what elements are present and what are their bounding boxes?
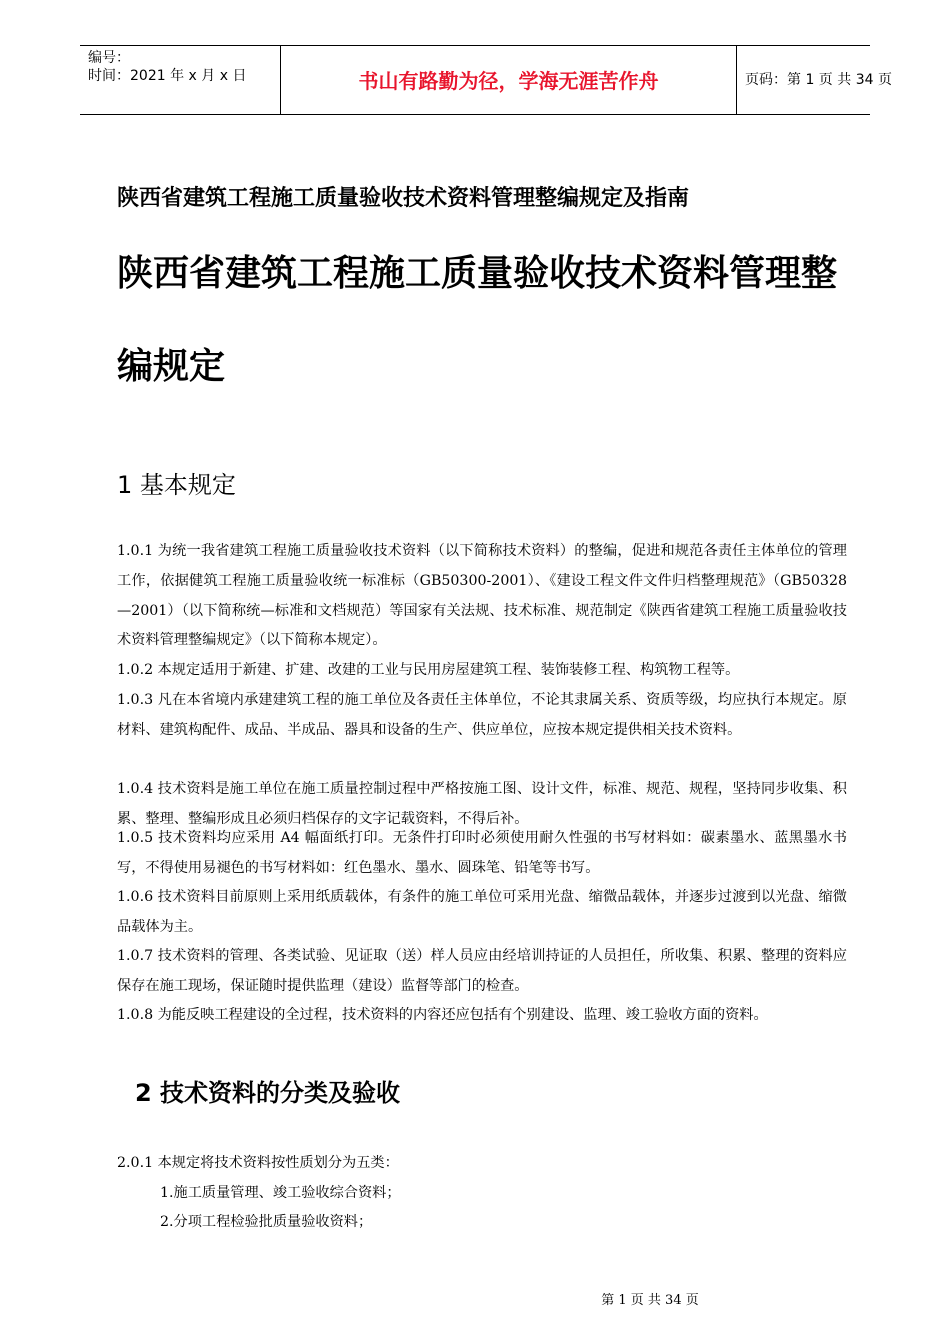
header-motto-cell: [280, 46, 737, 114]
document-date: 时间：2021 年 x 月 x 日: [88, 68, 247, 84]
clause-1-0-1: 1.0.1 为统一我省建筑工程施工质量验收技术资料（以下简称技术资料）的整编，促进和规范各责任主体单位的管理工作，依据健筑工程施工质量验收统一标准标（GB50300-2001）、《建设工程文件文件归档整理规范》（GB50328—2001）（以下简称统—标准和文档规范）等国家有关法规、技术标准、规范制定《陕西省建筑工程施工质量验收技术资料管理整编规定》（以下简称本规定）。: [117, 543, 847, 649]
clause-2-0-1: 2.0.1 本规定将技术资料按性质划分为五类：: [117, 1155, 399, 1171]
clause-1-0-7: 1.0.7 技术资料的管理、各类试验、见证取（送）样人员应由经培训持证的人员担任，所收集、积累、整理的资料应保存在施工现场，保证随时提供监理（建设）监督等部门的检查。: [117, 948, 847, 994]
document-title-line-2: 编规定: [117, 346, 226, 387]
clause-1-0-6: 1.0.6 技术资料目前原则上采用纸质载体，有条件的施工单位可采用光盘、缩微品载体，并逐步过渡到以光盘、缩微品载体为主。: [117, 889, 847, 935]
list-item: 1.施工质量管理、竣工验收综合资料；: [160, 1185, 401, 1201]
list-item: 2.分项工程检验批质量验收资料；: [160, 1214, 373, 1230]
header-page-cell: [736, 46, 892, 114]
document-number-label: 编号：: [88, 50, 130, 66]
header-meta: [80, 46, 280, 114]
header-motto: 书山有路勤为径，学海无涯苦作舟: [358, 69, 659, 93]
page-footer: 第 1 页 共 34 页: [601, 1293, 699, 1308]
document-title-line-1: 陕西省建筑工程施工质量验收技术资料管理整: [117, 253, 838, 294]
document-subtitle: 陕西省建筑工程施工质量验收技术资料管理整编规定及指南: [117, 186, 690, 211]
header-page-code: 页码：第 1 页 共 34 页: [745, 72, 892, 88]
clause-1-0-4: 1.0.4 技术资料是施工单位在施工质量控制过程中严格按施工图、设计文件，标准、规范、规程，坚持同步收集、积累、整理、整编形成且必须归档保存的文字记载资料，不得后补。: [117, 781, 847, 827]
section-2-heading: 2 技术资料的分类及验收: [135, 1079, 401, 1107]
clause-1-0-8: 1.0.8 为能反映工程建设的全过程，技术资料的内容还应包括有个别建设、监理、竣工验收方面的资料。: [117, 1007, 768, 1023]
page-header: [80, 45, 892, 115]
clause-1-0-3: 1.0.3 凡在本省境内承建建筑工程的施工单位及各责任主体单位，不论其隶属关系、资质等级，均应执行本规定。原材料、建筑构配件、成品、半成品、器具和设备的生产、供应单位，应按本规定提供相关技术资料。: [117, 692, 847, 738]
clause-1-0-2: 1.0.2 本规定适用于新建、扩建、改建的工业与民用房屋建筑工程、装饰装修工程、构筑物工程等。: [117, 662, 740, 678]
clause-1-0-5: 1.0.5 技术资料均应采用 A4 幅面纸打印。无条件打印时必须使用耐久性强的书写材料如：碳素墨水、蓝黑墨水书写，不得使用易褪色的书写材料如：红色墨水、墨水、圆珠笔、铅笔等书写。: [117, 830, 847, 876]
section-1-heading: 1 基本规定: [117, 471, 236, 499]
